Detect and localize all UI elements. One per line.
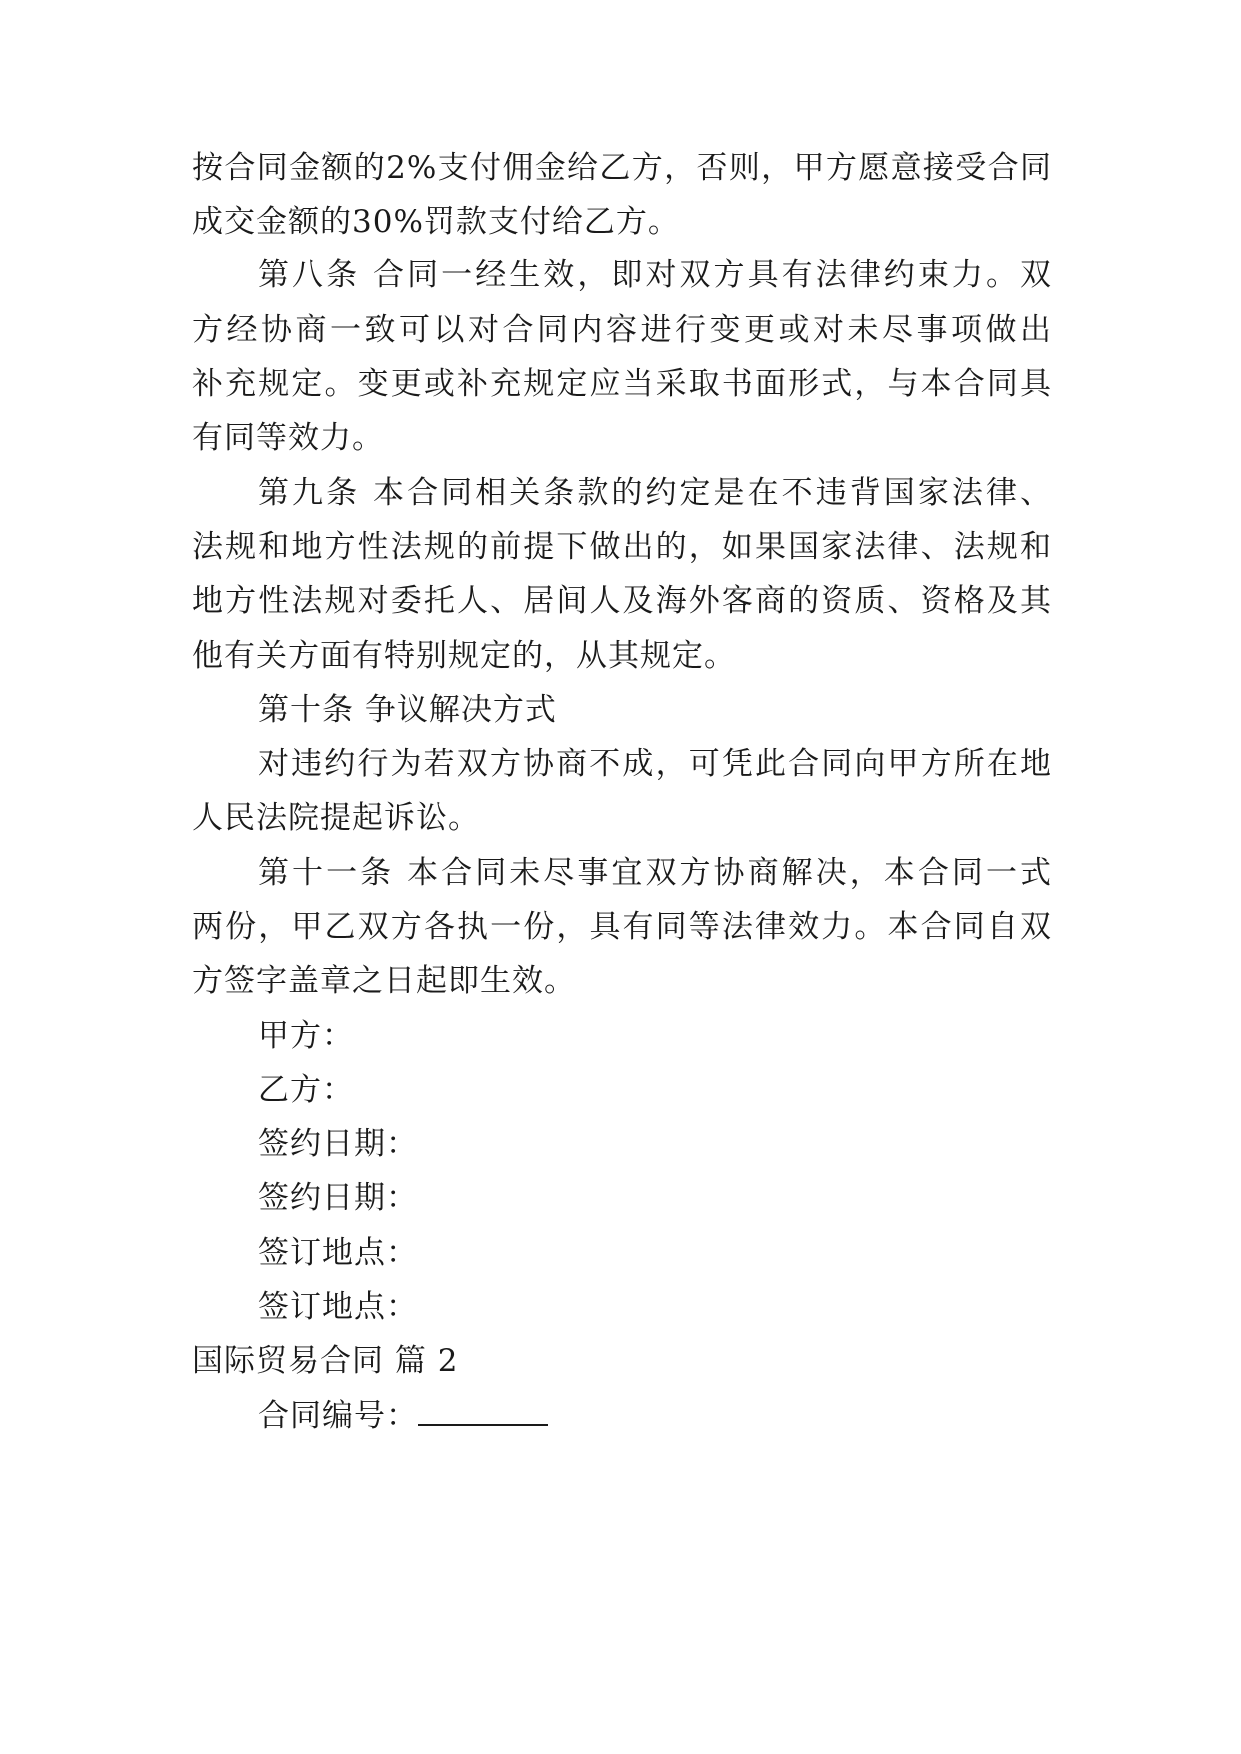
text-line: 他有关方面有特别规定的，从其规定。 — [192, 638, 736, 674]
signing-place-label: 签订地点： — [258, 1289, 418, 1325]
text-line: 按合同金额的2%支付佣金给乙方，否则，甲方愿意接受合同 — [192, 150, 1052, 186]
signing-date-label: 签约日期： — [258, 1180, 418, 1216]
text-line: 法规和地方性法规的前提下做出的，如果国家法律、法规和 — [192, 529, 1052, 565]
party-b-label: 乙方： — [258, 1072, 354, 1108]
contract-number-line — [258, 1396, 1118, 1436]
text-line: 两份，甲乙双方各执一份，具有同等法律效力。本合同自双 — [192, 909, 1052, 945]
text-line: 对违约行为若双方协商不成，可凭此合同向甲方所在地 — [258, 746, 1052, 782]
text-line: 成交金额的30%罚款支付给乙方。 — [192, 204, 680, 240]
text-line: 有同等效力。 — [192, 420, 384, 456]
article-10-heading: 第十条 争议解决方式 — [258, 692, 557, 728]
section-title: 国际贸易合同 篇 2 — [192, 1343, 459, 1379]
party-a-label: 甲方： — [258, 1018, 354, 1054]
signing-place-label: 签订地点： — [258, 1235, 418, 1271]
article-11-heading-line: 第十一条 本合同未尽事宜双方协商解决，本合同一式 — [258, 855, 1052, 891]
contract-number-blank — [418, 1396, 548, 1426]
text-line: 补充规定。变更或补充规定应当采取书面形式，与本合同具 — [192, 366, 1052, 402]
text-line: 地方性法规对委托人、居间人及海外客商的资质、资格及其 — [192, 583, 1052, 619]
text-line: 人民法院提起诉讼。 — [192, 800, 480, 836]
article-8-heading-line: 第八条 合同一经生效，即对双方具有法律约束力。双 — [258, 257, 1052, 293]
text-line: 方经协商一致可以对合同内容进行变更或对未尽事项做出 — [192, 312, 1052, 348]
text-line: 方签字盖章之日起即生效。 — [192, 963, 576, 999]
article-9-heading-line: 第九条 本合同相关条款的约定是在不违背国家法律、 — [258, 475, 1052, 511]
contract-number-label: 合同编号： — [258, 1398, 418, 1434]
signing-date-label: 签约日期： — [258, 1126, 418, 1162]
